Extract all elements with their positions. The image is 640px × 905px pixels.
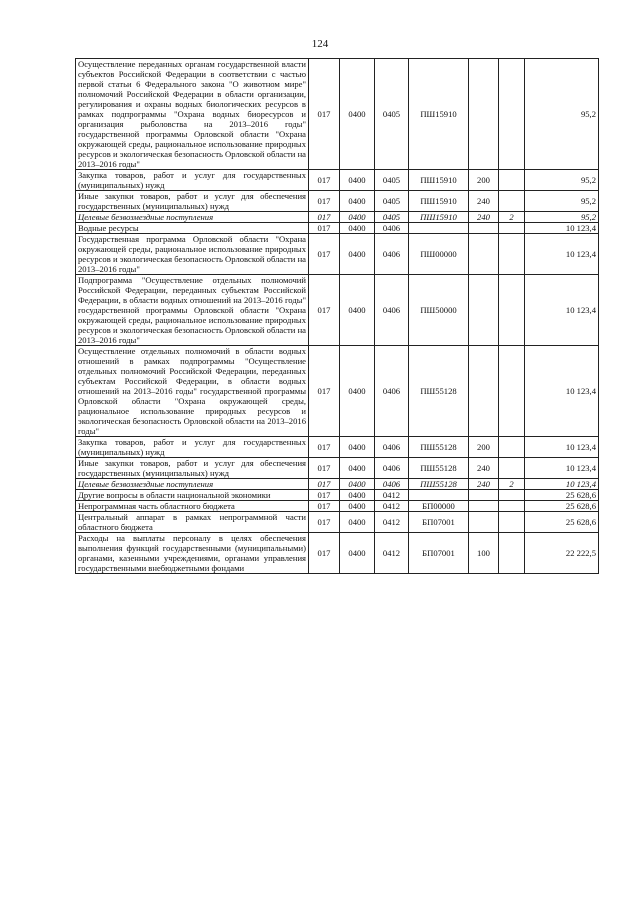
- table-row: [76, 346, 599, 437]
- expense-type-cell: 240: [469, 479, 499, 490]
- section-code-cell: 0400: [340, 275, 375, 346]
- subsection-code-cell: 0412: [375, 501, 409, 512]
- subsection-code-cell: 0405: [375, 212, 409, 223]
- target-article-cell: БП07001: [409, 533, 469, 574]
- section-code-cell: 0400: [340, 223, 375, 234]
- target-article-cell: ПШ55128: [409, 346, 469, 437]
- expense-type-cell: 240: [469, 191, 499, 212]
- grbs-code-cell: 017: [309, 490, 340, 501]
- subsection-code-cell: 0406: [375, 346, 409, 437]
- table-row: [76, 212, 599, 223]
- budget-table: [75, 58, 599, 574]
- expense-type-cell: [469, 223, 499, 234]
- page-number: 124: [311, 38, 329, 50]
- table-row: [76, 458, 599, 479]
- kosgu-code-cell: [499, 234, 525, 275]
- section-code-cell: 0400: [340, 59, 375, 170]
- grbs-code-cell: 017: [309, 212, 340, 223]
- grbs-code-cell: 017: [309, 512, 340, 533]
- expense-type-cell: [469, 512, 499, 533]
- kosgu-code-cell: [499, 59, 525, 170]
- amount-cell: 25 628,6: [525, 512, 599, 533]
- kosgu-code-cell: 2: [499, 479, 525, 490]
- section-code-cell: 0400: [340, 191, 375, 212]
- target-article-cell: [409, 223, 469, 234]
- table-row: [76, 234, 599, 275]
- subsection-code-cell: 0406: [375, 234, 409, 275]
- kosgu-code-cell: [499, 170, 525, 191]
- expense-type-cell: [469, 59, 499, 170]
- subsection-code-cell: 0406: [375, 275, 409, 346]
- table-row: [76, 170, 599, 191]
- table-body: [76, 59, 599, 574]
- expense-type-cell: [469, 490, 499, 501]
- table-row: [76, 533, 599, 574]
- grbs-code-cell: 017: [309, 170, 340, 191]
- grbs-code-cell: 017: [309, 59, 340, 170]
- target-article-cell: ПШ15910: [409, 59, 469, 170]
- target-article-cell: ПШ55128: [409, 479, 469, 490]
- amount-cell: 95,2: [525, 191, 599, 212]
- amount-cell: 95,2: [525, 170, 599, 191]
- expense-type-cell: 100: [469, 533, 499, 574]
- amount-cell: 22 222,5: [525, 533, 599, 574]
- subsection-code-cell: 0405: [375, 59, 409, 170]
- expense-type-cell: 240: [469, 458, 499, 479]
- target-article-cell: ПШ15910: [409, 170, 469, 191]
- kosgu-code-cell: [499, 490, 525, 501]
- target-article-cell: ПШ55128: [409, 437, 469, 458]
- kosgu-code-cell: [499, 191, 525, 212]
- section-code-cell: 0400: [340, 479, 375, 490]
- section-code-cell: 0400: [340, 458, 375, 479]
- grbs-code-cell: 017: [309, 275, 340, 346]
- section-code-cell: 0400: [340, 346, 375, 437]
- grbs-code-cell: 017: [309, 458, 340, 479]
- expense-type-cell: [469, 275, 499, 346]
- kosgu-code-cell: [499, 501, 525, 512]
- section-code-cell: 0400: [340, 437, 375, 458]
- subsection-code-cell: 0406: [375, 223, 409, 234]
- grbs-code-cell: 017: [309, 501, 340, 512]
- section-code-cell: 0400: [340, 512, 375, 533]
- section-code-cell: 0400: [340, 170, 375, 191]
- table-row: [76, 191, 599, 212]
- row-name-cell: Непрограммная часть областного бюджета: [76, 501, 309, 512]
- row-name-cell: Центральный аппарат в рамках непрограммной части областного бюджета: [76, 512, 309, 533]
- section-code-cell: 0400: [340, 490, 375, 501]
- target-article-cell: ПШ55128: [409, 458, 469, 479]
- row-name-cell: Водные ресурсы: [76, 223, 309, 234]
- expense-type-cell: 200: [469, 170, 499, 191]
- row-name-cell: Подпрограмма "Осуществление отдельных полномочий Российской Федерации, переданных субъектам Российской Федерации, в области водных отношений на 2013–2016 годы" государственной программы Орловской области "Охрана окружающей среды, рациональное использование природных ресурсов и экологическая безопасность Орловской области на 2013–2016 годы": [76, 275, 309, 346]
- subsection-code-cell: 0406: [375, 479, 409, 490]
- expense-type-cell: 200: [469, 437, 499, 458]
- kosgu-code-cell: [499, 346, 525, 437]
- kosgu-code-cell: [499, 275, 525, 346]
- target-article-cell: БП07001: [409, 512, 469, 533]
- table-row: [76, 437, 599, 458]
- kosgu-code-cell: [499, 512, 525, 533]
- section-code-cell: 0400: [340, 234, 375, 275]
- table-row: [76, 479, 599, 490]
- expense-type-cell: [469, 346, 499, 437]
- target-article-cell: ПШ00000: [409, 234, 469, 275]
- amount-cell: 95,2: [525, 212, 599, 223]
- grbs-code-cell: 017: [309, 533, 340, 574]
- amount-cell: 10 123,4: [525, 479, 599, 490]
- subsection-code-cell: 0406: [375, 437, 409, 458]
- section-code-cell: 0400: [340, 533, 375, 574]
- section-code-cell: 0400: [340, 501, 375, 512]
- subsection-code-cell: 0406: [375, 458, 409, 479]
- grbs-code-cell: 017: [309, 479, 340, 490]
- subsection-code-cell: 0405: [375, 170, 409, 191]
- target-article-cell: [409, 490, 469, 501]
- kosgu-code-cell: [499, 437, 525, 458]
- row-name-cell: Иные закупки товаров, работ и услуг для обеспечения государственных (муниципальных) нужд: [76, 458, 309, 479]
- row-name-cell: Государственная программа Орловской области "Охрана окружающей среды, рациональное использование природных ресурсов и экологическая безопасность Орловской области на 2013–2016 годы": [76, 234, 309, 275]
- target-article-cell: ПШ15910: [409, 212, 469, 223]
- row-name-cell: Закупка товаров, работ и услуг для государственных (муниципальных) нужд: [76, 170, 309, 191]
- grbs-code-cell: 017: [309, 234, 340, 275]
- row-name-cell: Осуществление переданных органам государственной власти субъектов Российской Федерации в соответствии с частью первой статьи 6 Федерального закона "О животном мире" полномочий Российской Федерации в области организации, регулирования и охраны водных биологических ресурсов в рамках подпрограммы "Охрана водных биоресурсов и организация рыболовства на 2013–2016 годы" государственной программы Орловской области "Охрана окружающей среды, рациональное использование природных ресурсов и экологическая безопасность Орловской области на 2013–2016 годы": [76, 59, 309, 170]
- row-name-cell: Иные закупки товаров, работ и услуг для обеспечения государственных (муниципальных) нужд: [76, 191, 309, 212]
- target-article-cell: ПШ15910: [409, 191, 469, 212]
- amount-cell: 10 123,4: [525, 234, 599, 275]
- subsection-code-cell: 0412: [375, 490, 409, 501]
- expense-type-cell: [469, 234, 499, 275]
- subsection-code-cell: 0405: [375, 191, 409, 212]
- subsection-code-cell: 0412: [375, 533, 409, 574]
- grbs-code-cell: 017: [309, 223, 340, 234]
- kosgu-code-cell: [499, 458, 525, 479]
- amount-cell: 10 123,4: [525, 346, 599, 437]
- amount-cell: 10 123,4: [525, 275, 599, 346]
- target-article-cell: ПШ50000: [409, 275, 469, 346]
- row-name-cell: Расходы на выплаты персоналу в целях обеспечения выполнения функций государственными (муниципальными) органами, казенными учреждениями, органами управления государственными внебюджетными фондами: [76, 533, 309, 574]
- row-name-cell: Целевые безвозмездные поступления: [76, 212, 309, 223]
- section-code-cell: 0400: [340, 212, 375, 223]
- row-name-cell: Осуществление отдельных полномочий в области водных отношений в рамках подпрограммы "Осуществление отдельных полномочий Российской Федерации, переданных субъектам Российской Федерации, в области водных отношений на 2013–2016 годы" государственной программы Орловской области "Охрана окружающей среды, рациональное использование природных ресурсов и экологическая безопасность Орловской области на 2013–2016 годы": [76, 346, 309, 437]
- amount-cell: 95,2: [525, 59, 599, 170]
- expense-type-cell: [469, 501, 499, 512]
- row-name-cell: Другие вопросы в области национальной экономики: [76, 490, 309, 501]
- amount-cell: 25 628,6: [525, 501, 599, 512]
- grbs-code-cell: 017: [309, 346, 340, 437]
- table-row: [76, 512, 599, 533]
- amount-cell: 25 628,6: [525, 490, 599, 501]
- amount-cell: 10 123,4: [525, 458, 599, 479]
- amount-cell: 10 123,4: [525, 223, 599, 234]
- table-row: [76, 490, 599, 501]
- kosgu-code-cell: [499, 533, 525, 574]
- amount-cell: 10 123,4: [525, 437, 599, 458]
- table-row: [76, 223, 599, 234]
- table-row: [76, 501, 599, 512]
- grbs-code-cell: 017: [309, 191, 340, 212]
- target-article-cell: БП00000: [409, 501, 469, 512]
- expense-type-cell: 240: [469, 212, 499, 223]
- subsection-code-cell: 0412: [375, 512, 409, 533]
- grbs-code-cell: 017: [309, 437, 340, 458]
- kosgu-code-cell: [499, 223, 525, 234]
- kosgu-code-cell: 2: [499, 212, 525, 223]
- table-row: [76, 59, 599, 170]
- row-name-cell: Закупка товаров, работ и услуг для государственных (муниципальных) нужд: [76, 437, 309, 458]
- table-row: [76, 275, 599, 346]
- row-name-cell: Целевые безвозмездные поступления: [76, 479, 309, 490]
